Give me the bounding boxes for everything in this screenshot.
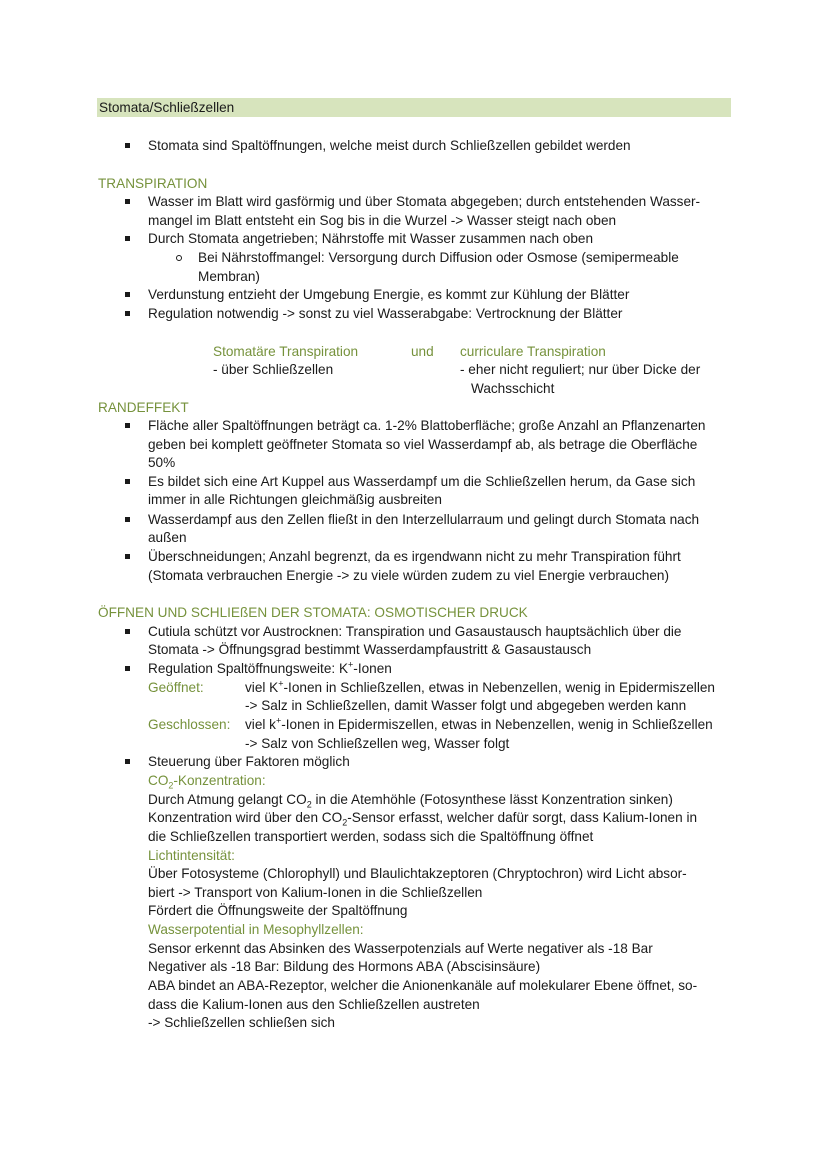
text-line: die Schließzellen transportiert werden, sodass sich die Spaltöffnung öffnet — [148, 829, 594, 844]
text-line: (Stomata verbrauchen Energie -> zu viele würden zudem zu viel Energie verbrauchen) — [148, 568, 669, 583]
text-line: Wasserdampf aus den Zellen fließt in den Interzellularraum und gelingt durch Stomata nach — [148, 512, 700, 527]
text-line: Cutiula schützt vor Austrocknen: Transpiration und Gasaustausch hauptsächlich über die — [148, 624, 682, 639]
col-right-text: - eher nicht reguliert; nur über Dicke der — [460, 362, 701, 377]
text-line: Sensor erkennt das Absinken des Wasserpotenzials auf Werte negativer als -18 Bar — [148, 941, 653, 956]
text-line: dass die Kalium-Ionen aus den Schließzellen austreten — [148, 997, 480, 1012]
text-part: viel k — [245, 717, 276, 732]
bullet-marker — [125, 236, 130, 241]
bullet-marker — [125, 554, 130, 559]
subscript: 2 — [342, 817, 348, 828]
text-line: Fläche aller Spaltöffnungen beträgt ca. 1-2% Blattoberfläche; große Anzahl an Pflanzenarten — [148, 418, 706, 433]
text-line: Verdunstung entzieht der Umgebung Energie, es kommt zur Kühlung der Blätter — [148, 287, 630, 302]
text-line: außen — [148, 530, 187, 545]
text-line: biert -> Transport von Kalium-Ionen in die Schließzellen — [148, 885, 483, 900]
superscript: + — [348, 659, 354, 670]
text-line: ABA bindet an ABA-Rezeptor, welcher die Anionenkanäle auf molekularer Ebene öffnet, so- — [148, 978, 698, 993]
text-part: Konzentration wird über den CO — [148, 810, 343, 825]
col-left-text: - über Schließzellen — [213, 362, 334, 377]
sub-bullet-marker — [176, 255, 182, 261]
text-part: -Ionen in Schließzellen, etwas in Nebenzellen, wenig in Epidermiszellen — [283, 680, 715, 695]
bullet-marker — [125, 517, 130, 522]
superscript: + — [275, 715, 282, 726]
text-line: Über Fotosysteme (Chlorophyll) und Blaulichtakzeptoren (Chryptochron) wird Licht absor- — [148, 866, 687, 881]
subscript: 2 — [306, 799, 312, 810]
bullet-marker — [125, 666, 130, 671]
text-line: Stomata -> Öffnungsgrad bestimmt Wasserdampfaustritt & Gasaustausch — [148, 642, 592, 657]
bullet-marker — [125, 759, 130, 764]
text-line: Bei Nährstoffmangel: Versorgung durch Diffusion oder Osmose (semipermeable — [198, 250, 679, 265]
text-part: in die Atemhöhle (Fotosynthese lässt Konzentration sinken) — [311, 792, 673, 807]
label-closed: Geschlossen: — [148, 717, 231, 732]
bullet-marker — [125, 479, 130, 484]
bullet-marker — [125, 629, 130, 634]
text-line: Membran) — [198, 269, 260, 284]
subheading-co2 — [148, 772, 266, 790]
text-line — [245, 716, 713, 734]
text-part: Durch Atmung gelangt CO — [148, 792, 307, 807]
col-left-heading: Stomatäre Transpiration — [213, 344, 359, 359]
subscript: 2 — [168, 780, 174, 791]
text-line: Überschneidungen; Anzahl begrenzt, da es irgendwann nicht zu mehr Transpiration führt — [148, 549, 681, 564]
text-part: -Ionen in Epidermiszellen, etwas in Nebenzellen, wenig in Schließzellen — [281, 717, 713, 732]
text-line: Steuerung über Faktoren möglich — [148, 754, 350, 769]
bullet-marker — [125, 423, 130, 428]
bullet-marker — [125, 292, 130, 297]
text-line: Durch Stomata angetrieben; Nährstoffe mit Wasser zusammen nach oben — [148, 231, 594, 246]
col-mid-text: und — [411, 344, 434, 359]
text-line: -> Salz in Schließzellen, damit Wasser folgt und abgegeben werden kann — [245, 698, 687, 713]
subheading-light: Lichtintensität: — [148, 848, 235, 863]
text-part: viel K — [245, 680, 279, 695]
text-line — [245, 679, 715, 697]
superscript: + — [278, 678, 284, 689]
text-line: 50% — [148, 455, 176, 470]
text-line: geben bei komplett geöffneter Stomata so viel Wasserdampf ab, als betrage die Oberfläche — [148, 437, 698, 452]
text-part: Regulation Spaltöffnungsweite: K — [148, 661, 349, 676]
text-line: Regulation notwendig -> sonst zu viel Wasserabgabe: Vertrocknung der Blätter — [148, 306, 623, 321]
text-line: mangel im Blatt entsteht ein Sog bis in die Wurzel -> Wasser steigt nach oben — [148, 213, 617, 228]
text-line — [148, 791, 673, 809]
section-title-bar — [97, 98, 731, 117]
heading-transpiration: TRANSPIRATION — [98, 176, 208, 191]
text-line: -> Salz von Schließzellen weg, Wasser folgt — [245, 736, 510, 751]
text-part: -Konzentration: — [173, 773, 266, 788]
bullet-marker — [125, 143, 130, 148]
heading-randeffekt: RANDEFFEKT — [98, 400, 189, 415]
text-line: Fördert die Öffnungsweite der Spaltöffnung — [148, 903, 408, 918]
text-line: Es bildet sich eine Art Kuppel aus Wasserdampf um die Schließzellen herum, da Gase sich — [148, 474, 696, 489]
bullet-marker — [125, 311, 130, 316]
text-line: immer in alle Richtungen gleichmäßig ausbreiten — [148, 492, 442, 507]
subheading-water: Wasserpotential in Mesophyllzellen: — [148, 922, 364, 937]
text-part: CO — [148, 773, 169, 788]
text-part: -Ionen — [353, 661, 392, 676]
label-open: Geöffnet: — [148, 680, 204, 695]
text-line — [148, 809, 697, 827]
bullet-marker — [125, 199, 130, 204]
col-right-heading: curriculare Transpiration — [460, 344, 606, 359]
text-part: -Sensor erfasst, welcher dafür sorgt, dass Kalium-Ionen in — [347, 810, 698, 825]
heading-oeffnen: ÖFFNEN UND SCHLIEßEN DER STOMATA: OSMOTISCHER DRUCK — [98, 605, 528, 620]
text-line: Negativer als -18 Bar: Bildung des Hormons ABA (Abscisinsäure) — [148, 959, 541, 974]
text-line: -> Schließzellen schließen sich — [148, 1015, 335, 1030]
section-title: Stomata/Schließzellen — [99, 100, 235, 115]
text-line: Wasser im Blatt wird gasförmig und über Stomata abgegeben; durch entstehenden Wasser- — [148, 194, 701, 209]
col-right-text: Wachsschicht — [471, 381, 555, 396]
intro-text: Stomata sind Spaltöffnungen, welche meist durch Schließzellen gebildet werden — [148, 138, 631, 153]
text-line — [148, 660, 392, 678]
